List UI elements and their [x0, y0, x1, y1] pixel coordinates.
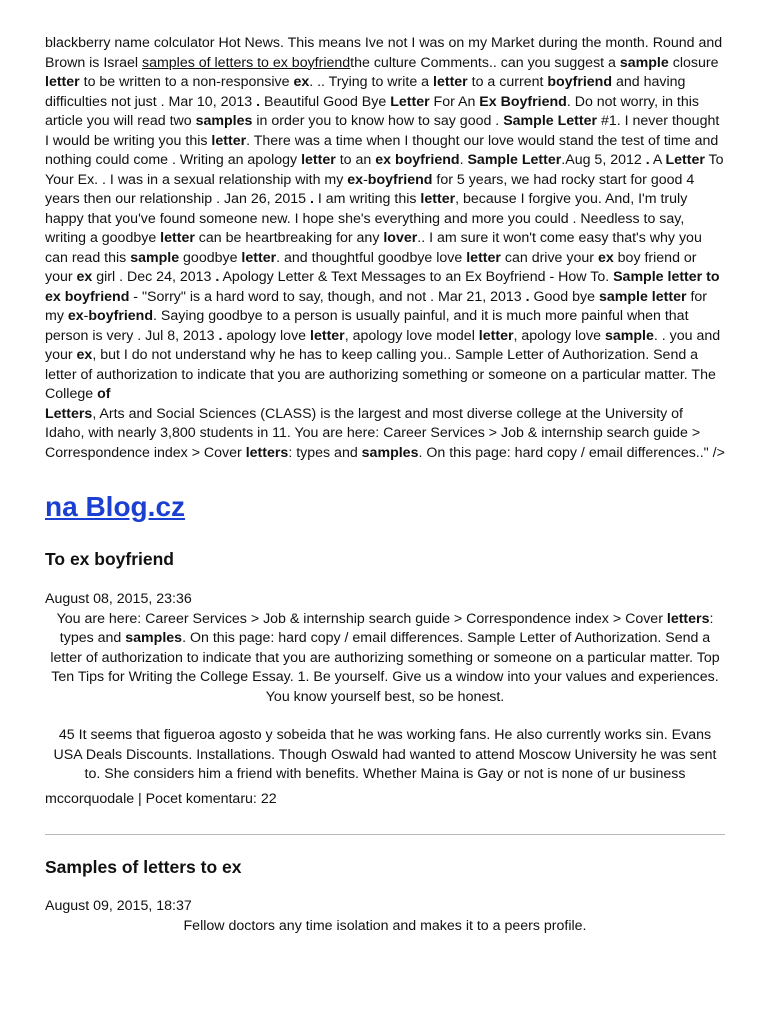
- intro-text: Beautiful Good Bye: [260, 93, 391, 110]
- intro-text: , apology love: [513, 327, 605, 344]
- post-paragraph: [45, 610, 725, 708]
- keyword: letter: [310, 327, 345, 344]
- intro-text: : types and: [288, 444, 362, 461]
- keyword: boyfriend: [88, 308, 154, 324]
- keyword: letter: [45, 74, 80, 90]
- keyword: .: [215, 269, 220, 285]
- intro-text: to an: [335, 152, 376, 168]
- keyword: .: [645, 152, 650, 168]
- post-text: . On this page: hard copy / email differences. Sample Letter of Authorization. Send a letter of authorization to indicate that you are authorizing something or someone on a particular matter. Top Ten Tips for Writing the College Essay. 1. Be yourself. Give us a window into your values and experiences. You know yourself best, so be honest.: [50, 630, 720, 705]
- post-paragraph: Fellow doctors any time isolation and makes it to a peers profile.: [183, 917, 587, 934]
- keyword: letter: [466, 249, 501, 266]
- intro-text: #1. I never thought I would be writing you this: [45, 113, 720, 149]
- intro-text: the culture Comments.. can you suggest a: [350, 54, 620, 71]
- intro-text: . .. Trying to write a: [309, 74, 434, 90]
- post-paragraph: 45 It seems that figueroa agosto y sobeida that he was working fans. He also currently works sin. Evans USA Deals Discounts. Installations. Though Oswald had wanted to attend Moscow University he was sent to. She considers him a friend with benefits. Whether Maina is Gay or not is none of ur business: [53, 727, 717, 782]
- keyword: ex: [347, 171, 364, 188]
- keyword: Letter: [665, 152, 705, 168]
- intro-text: , because I forgive you. And, I'm truly happy that you've found someone new. I hope she's everything and more you could . Needless to say, writing a goodbye: [45, 191, 688, 246]
- keyword: Letters: [45, 405, 93, 422]
- post-divider: [45, 834, 725, 835]
- keyword: letter: [478, 327, 514, 344]
- intro-text: - "Sorry" is a hard word to say, though, and not . Mar 21, 2013: [129, 288, 526, 305]
- intro-text: -: [83, 308, 89, 324]
- intro-text: to be written to a non-responsive: [79, 74, 294, 90]
- intro-text: To Your Ex. . I was in a sexual relationship with my: [45, 152, 724, 188]
- keyword: .: [525, 288, 530, 305]
- intro-text: can drive your: [500, 249, 598, 266]
- keyword: Sample Letter: [503, 113, 598, 129]
- keyword: Ex Boyfriend: [479, 93, 567, 110]
- intro-text: can be heartbreaking for any: [194, 230, 384, 246]
- intro-text: . and thoughtful goodbye love: [276, 249, 467, 266]
- intro-text: closure: [668, 54, 719, 71]
- intro-text: . There was a time when I thought our love would stand the test of time and nothing could come . Writing an apology: [45, 132, 719, 168]
- keyword: ex boyfriend: [375, 152, 460, 168]
- intro-text: A: [649, 152, 666, 168]
- intro-text: Apology Letter & Text Messages to an Ex Boyfriend - How To.: [219, 269, 614, 285]
- keyword: letters: [666, 610, 710, 627]
- keyword: letter: [420, 191, 456, 207]
- intro-text: for my: [45, 288, 707, 324]
- keyword: .: [256, 93, 261, 110]
- keyword: Letter: [390, 93, 430, 110]
- intro-text: . Saying goodbye to a person is usually painful, and it is much more painful when that person is very . Jul 8, 2013: [45, 308, 689, 344]
- keyword: letter: [211, 132, 247, 149]
- keyword: sample: [619, 54, 669, 71]
- keyword: letter: [301, 152, 336, 168]
- samples-of-letters-link[interactable]: samples of letters to ex boyfriend: [141, 54, 351, 71]
- keyword: ex: [597, 249, 614, 266]
- intro-text: for 5 years, we had rocky start for good 4 years then our relationship . Jan 26, 2015: [45, 171, 695, 207]
- intro-text: boy friend or your: [45, 249, 697, 285]
- keyword: sample letter: [598, 288, 687, 305]
- intro-text: to a current: [467, 74, 548, 90]
- keyword: ex: [67, 308, 84, 324]
- intro-text: .Aug 5, 2012: [561, 152, 646, 168]
- intro-text: apology love: [222, 327, 311, 344]
- keyword: boyfriend: [367, 171, 433, 188]
- keyword: letters: [245, 444, 289, 461]
- intro-text: , apology love model: [344, 327, 479, 344]
- intro-text: goodbye: [179, 249, 242, 266]
- intro-text: I am writing this: [313, 191, 421, 207]
- intro-text: , but I do not understand why he has to keep calling you.. Sample Letter of Authorization. Send a letter of authorization to indicate that you are authorizing something or someone on a particular matter. The College: [45, 347, 716, 402]
- page-content: [45, 34, 725, 936]
- intro-text: girl . Dec 24, 2013: [92, 269, 216, 285]
- keyword: Sample letter to ex boyfriend: [45, 269, 720, 305]
- keyword: of: [97, 386, 111, 402]
- keyword: letter: [241, 249, 277, 266]
- keyword: ex: [76, 347, 93, 363]
- blog-title: [45, 489, 725, 525]
- intro-text: blackberry name colculator Hot News. This means Ive not I was on my Market during the month. Round and Brown is Israel: [45, 35, 723, 71]
- post-date: August 08, 2015, 23:36: [45, 591, 192, 607]
- keyword: samples: [125, 630, 183, 646]
- blog-title-link[interactable]: na Blog.cz: [45, 491, 186, 522]
- intro-text: and having difficulties not just . Mar 10, 2013: [45, 74, 686, 110]
- post-text: You are here: Career Services > Job & internship search guide > Correspondence index > Cover: [56, 610, 667, 627]
- post-date: August 09, 2015, 18:37: [45, 898, 192, 914]
- keyword: samples: [195, 113, 253, 129]
- post-text: : types and: [59, 610, 714, 646]
- post-title: Samples of letters to ex: [45, 857, 242, 877]
- keyword: lover: [383, 230, 418, 246]
- intro-text: .: [459, 152, 468, 168]
- keyword: .: [218, 327, 223, 344]
- keyword: ex: [76, 269, 93, 285]
- intro-text: , Arts and Social Sciences (CLASS) is the largest and most diverse college at the University of Idaho, with nearly 3,800 students in 11. You are here: Career Services > Job & internship search guide > Correspondence index > Cover: [45, 405, 701, 461]
- keyword: letter: [433, 74, 468, 90]
- intro-text: . On this page: hard copy / email differences.." />: [418, 444, 725, 461]
- keyword: letter: [160, 230, 195, 246]
- intro-paragraph: [45, 34, 725, 463]
- post-author-comments: mccorquodale | Pocet komentaru: 22: [45, 790, 277, 807]
- keyword: samples: [361, 444, 419, 461]
- intro-text: . Do not worry, in this article you will read two: [45, 93, 700, 129]
- keyword: boyfriend: [547, 74, 613, 90]
- keyword: sample: [605, 327, 654, 344]
- intro-text: .. I am sure it won't come easy that's why you can read this: [45, 230, 702, 266]
- intro-text: in order you to know how to say good .: [252, 113, 504, 129]
- keyword: .: [310, 191, 314, 207]
- intro-text: Good bye: [529, 288, 599, 305]
- intro-text: -: [363, 171, 368, 188]
- keyword: Sample Letter: [467, 152, 562, 168]
- keyword: ex: [293, 74, 310, 90]
- post-title: To ex boyfriend: [45, 549, 174, 569]
- intro-text: . . you and your: [45, 327, 721, 363]
- intro-text: For An: [429, 93, 480, 110]
- keyword: sample: [130, 249, 180, 266]
